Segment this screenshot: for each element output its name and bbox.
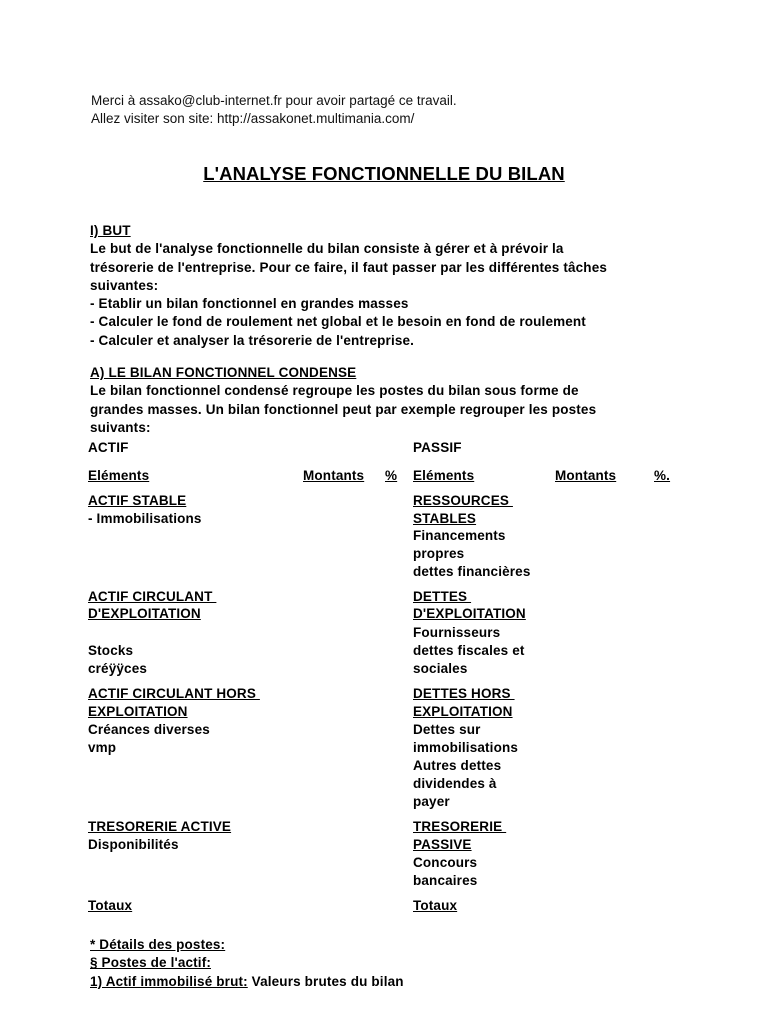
section-but-heading: I) BUT	[90, 223, 131, 238]
document-title: L'ANALYSE FONCTIONNELLE DU BILAN	[203, 163, 565, 184]
dettes-exploitation-heading: DETTES	[413, 589, 472, 604]
tresorerie-passive-heading: TRESORERIE	[413, 819, 507, 834]
row-label: dividendes à	[413, 776, 497, 791]
passif-header: PASSIF	[413, 440, 462, 455]
section-but	[90, 222, 690, 350]
actif-circulant-heading: D'EXPLOITATION	[88, 606, 201, 621]
row-label: sociales	[413, 661, 468, 676]
actif-hors-exploitation-heading: ACTIF CIRCULANT HORS	[88, 686, 260, 701]
row-label: vmp	[88, 740, 117, 755]
col-elements-left: Eléments	[88, 468, 150, 483]
col-percent-right: %.	[654, 468, 671, 483]
dettes-exploitation-heading: D'EXPLOITATION	[413, 606, 526, 621]
row-label: Créances diverses	[88, 722, 210, 737]
list-item: - Etablir un bilan fonctionnel en grandes masses	[90, 296, 409, 312]
dettes-hors-exploitation-heading: DETTES HORS	[413, 686, 515, 701]
totaux-left: Totaux	[88, 898, 133, 913]
row-label: dettes financières	[413, 564, 531, 579]
paragraph-line: trésorerie de l'entreprise. Pour ce faire, il faut passer par les différentes tâches	[90, 259, 608, 275]
actif-stable-heading: ACTIF STABLE	[88, 493, 187, 508]
row-label: immobilisations	[413, 740, 519, 755]
paragraph-line: grandes masses. Un bilan fonctionnel peut par exemple regrouper les postes	[90, 401, 597, 417]
paragraph-line: suivants:	[90, 419, 151, 435]
row-label: bancaires	[413, 873, 478, 888]
actif-circulant-heading: ACTIF CIRCULANT	[88, 589, 217, 604]
list-item: - Calculer le fond de roulement net global et le besoin en fond de roulement	[90, 314, 586, 330]
details-item-text: Valeurs brutes du bilan	[247, 973, 404, 989]
list-item: - Calculer et analyser la trésorerie de l'entreprise.	[90, 332, 415, 348]
ressources-stables-heading: RESSOURCES	[413, 493, 513, 508]
actif-hors-exploitation-heading: EXPLOITATION	[88, 704, 188, 719]
details-subheading: § Postes de l'actif:	[90, 955, 211, 971]
paragraph-line: suivantes:	[90, 277, 159, 293]
credit-note	[91, 92, 457, 128]
row-label: propres	[413, 546, 465, 561]
row-label: Concours	[413, 855, 478, 870]
totaux-right: Totaux	[413, 898, 458, 913]
paragraph-line: Le but de l'analyse fonctionnelle du bilan consiste à gérer et à prévoir la	[90, 241, 564, 257]
section-bilan-heading: A) LE BILAN FONCTIONNEL CONDENSE	[90, 365, 357, 380]
paragraph-line: Le bilan fonctionnel condensé regroupe les postes du bilan sous forme de	[90, 383, 579, 399]
row-label: - Immobilisations	[88, 511, 202, 526]
details-item	[90, 973, 690, 991]
dettes-hors-exploitation-heading: EXPLOITATION	[413, 704, 513, 719]
row-label: Financements	[413, 528, 506, 543]
section-bilan	[90, 364, 690, 437]
row-label: dettes fiscales et	[413, 643, 525, 658]
row-label: Stocks	[88, 643, 134, 658]
col-montants-right: Montants	[555, 468, 617, 483]
credit-line-1: Merci à assako@club-internet.fr pour avoir partagé ce travail.	[91, 93, 457, 108]
details-item-label: 1) Actif immobilisé brut:	[90, 973, 248, 989]
tresorerie-active-heading: TRESORERIE ACTIVE	[88, 819, 232, 834]
actif-header: ACTIF	[88, 440, 129, 455]
row-label: créÿÿces	[88, 661, 148, 676]
row-label: payer	[413, 794, 450, 809]
section-details	[90, 936, 690, 991]
credit-line-2: Allez visiter son site: http://assakonet.multimania.com/	[91, 111, 415, 126]
tresorerie-passive-heading: PASSIVE	[413, 837, 472, 852]
row-label: Disponibilités	[88, 837, 179, 852]
row-label: Fournisseurs	[413, 625, 501, 640]
col-elements-right: Eléments	[413, 468, 475, 483]
row-label: Dettes sur	[413, 722, 481, 737]
col-percent-left: %	[385, 468, 398, 483]
details-heading: * Détails des postes:	[90, 937, 226, 952]
col-montants-left: Montants	[303, 468, 365, 483]
row-label: Autres dettes	[413, 758, 502, 773]
ressources-stables-heading: STABLES	[413, 511, 477, 526]
